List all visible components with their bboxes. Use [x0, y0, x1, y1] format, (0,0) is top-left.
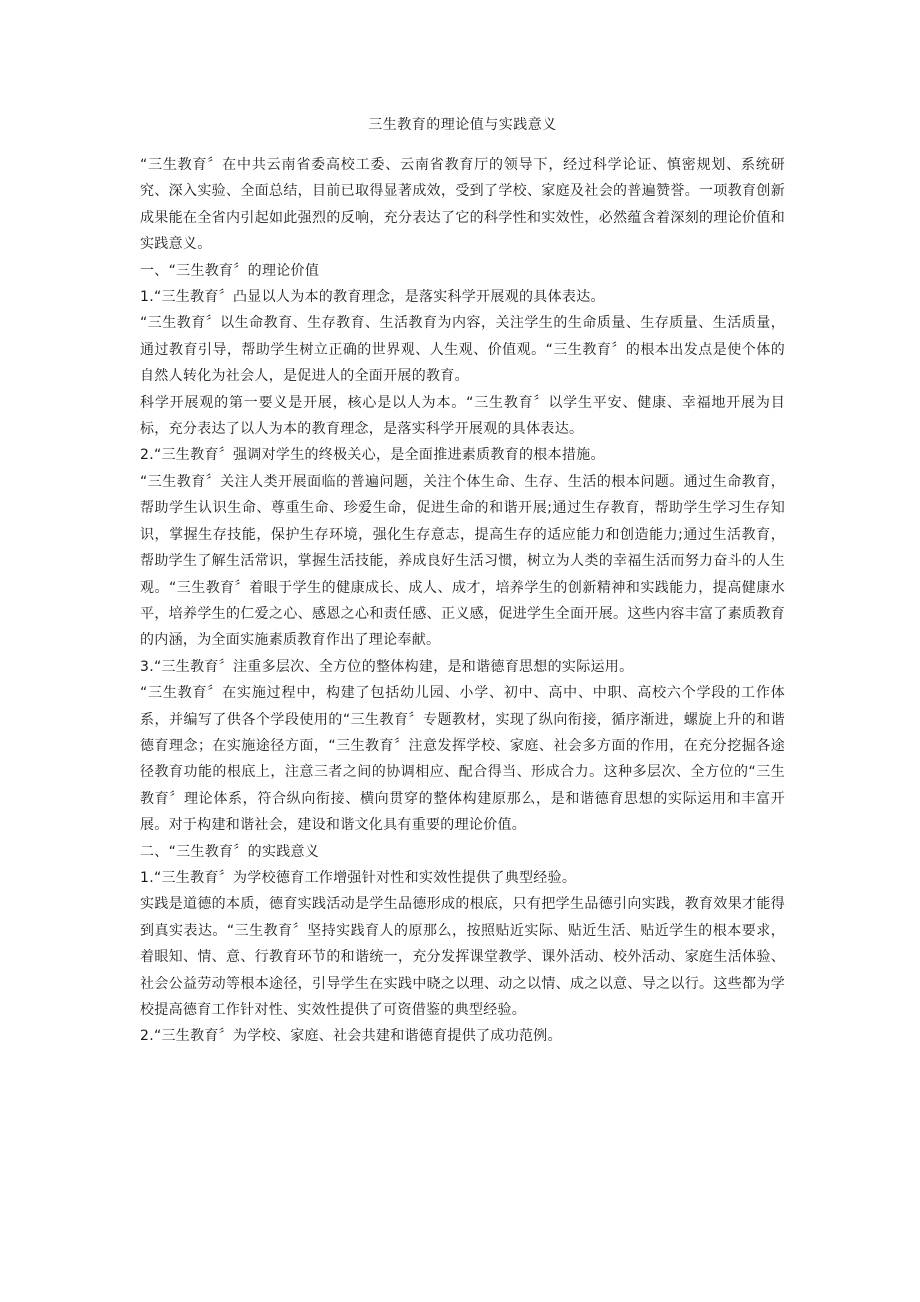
subheading-practice-1: 1.“三生教育〞为学校德育工作增强针对性和实效性提供了典型经验。 — [140, 869, 577, 886]
body-paragraph: “三生教育〞关注人类开展面临的普遍问题，关注个体生命、生存、生活的根本问题。通过生命教育，帮助学生认识生命、尊重生命、珍爱生命，促进生命的和谐开展;通过生存教育，帮助学生学习生存知识，掌握生存技能，保护生存环境，强化生存意志，提高生存的适应能力和创造能力;通过生活教育，帮助学生了解生活常识，掌握生活技能，养成良好生活习惯，树立为人类的幸福生活而努力奋斗的人生观。“三生教育〞着眼于学生的健康成长、成人、成才，培养学生的创新精神和实践能力，提高健康水平，培养学生的仁爱之心、感恩之心和责任感、正义感，促进学生全面开展。这些内容丰富了素质教育的内涵，为全面实施素质教育作出了理论奉献。 — [140, 473, 785, 649]
section-heading-theory: 一、“三生教育〞的理论价值 — [140, 262, 320, 279]
section-heading-practice: 二、“三生教育〞的实践意义 — [140, 843, 320, 860]
body-paragraph: 科学开展观的第一要义是开展，核心是以人为本。“三生教育〞以学生平安、健康、幸福地开展为目标，充分表达了以人为本的教育理念，是落实科学开展观的具体表达。 — [140, 394, 785, 438]
subheading-1: 1.“三生教育〞凸显以人为本的教育理念，是落实科学开展观的具体表达。 — [140, 289, 605, 306]
subheading-practice-2: 2.“三生教育〞为学校、家庭、社会共建和谐德育提供了成功范例。 — [140, 1028, 562, 1045]
subheading-2: 2.“三生教育〞强调对学生的终极关心，是全面推进素质教育的根本措施。 — [140, 447, 605, 464]
body-paragraph: “三生教育〞在实施过程中，构建了包括幼儿园、小学、初中、高中、中职、高校六个学段的工作体系，并编写了供各个学段使用的“三生教育〞专题教材，实现了纵向衔接，循序渐进，螺旋上升的和谐德育理念；在实施途径方面，“三生教育〞注意发挥学校、家庭、社会多方面的作用，在充分挖掘各途径教育功能的根底上，注意三者之间的协调相应、配合得当、形成合力。这种多层次、全方位的“三生教育〞理论体系，符合纵向衔接、横向贯穿的整体构建原那么，是和谐德育思想的实际运用和丰富开展。对于构建和谐社会，建设和谐文化具有重要的理论价值。 — [140, 685, 785, 834]
body-paragraph: 实践是道德的本质，德育实践活动是学生品德形成的根底，只有把学生品德引向实践，教育效果才能得到真实表达。“三生教育〞坚持实践育人的原那么，按照贴近实际、贴近生活、贴近学生的根本要求，着眼知、情、意、行教育环节的和谐统一，充分发挥课堂教学、课外活动、校外活动、家庭生活体验、社会公益劳动等根本途径，引导学生在实践中晓之以理、动之以情、成之以意、导之以行。这些都为学校提高德育工作针对性、实效性提供了可资借鉴的典型经验。 — [140, 896, 785, 1018]
document-page — [140, 112, 785, 1050]
document-title: 三生教育的理论值与实践意义 — [368, 117, 557, 133]
body-paragraph: “三生教育〞以生命教育、生存教育、生活教育为内容，关注学生的生命质量、生存质量、生活质量，通过教育引导，帮助学生树立正确的世界观、人生观、价值观。“三生教育〞的根本出发点是使个体的自然人转化为社会人，是促进人的全面开展的教育。 — [140, 315, 785, 385]
subheading-3: 3.“三生教育〞注重多层次、全方位的整体构建，是和谐德育思想的实际运用。 — [140, 658, 634, 675]
intro-paragraph: “三生教育〞在中共云南省委高校工委、云南省教育厅的领导下，经过科学论证、慎密规划、系统研究、深入实验、全面总结，目前已取得显著成效，受到了学校、家庭及社会的普遍赞誉。一项教育创新成果能在全省内引起如此强烈的反响，充分表达了它的科学性和实效性，必然蕴含着深刻的理论价值和实践意义。 — [140, 157, 785, 253]
